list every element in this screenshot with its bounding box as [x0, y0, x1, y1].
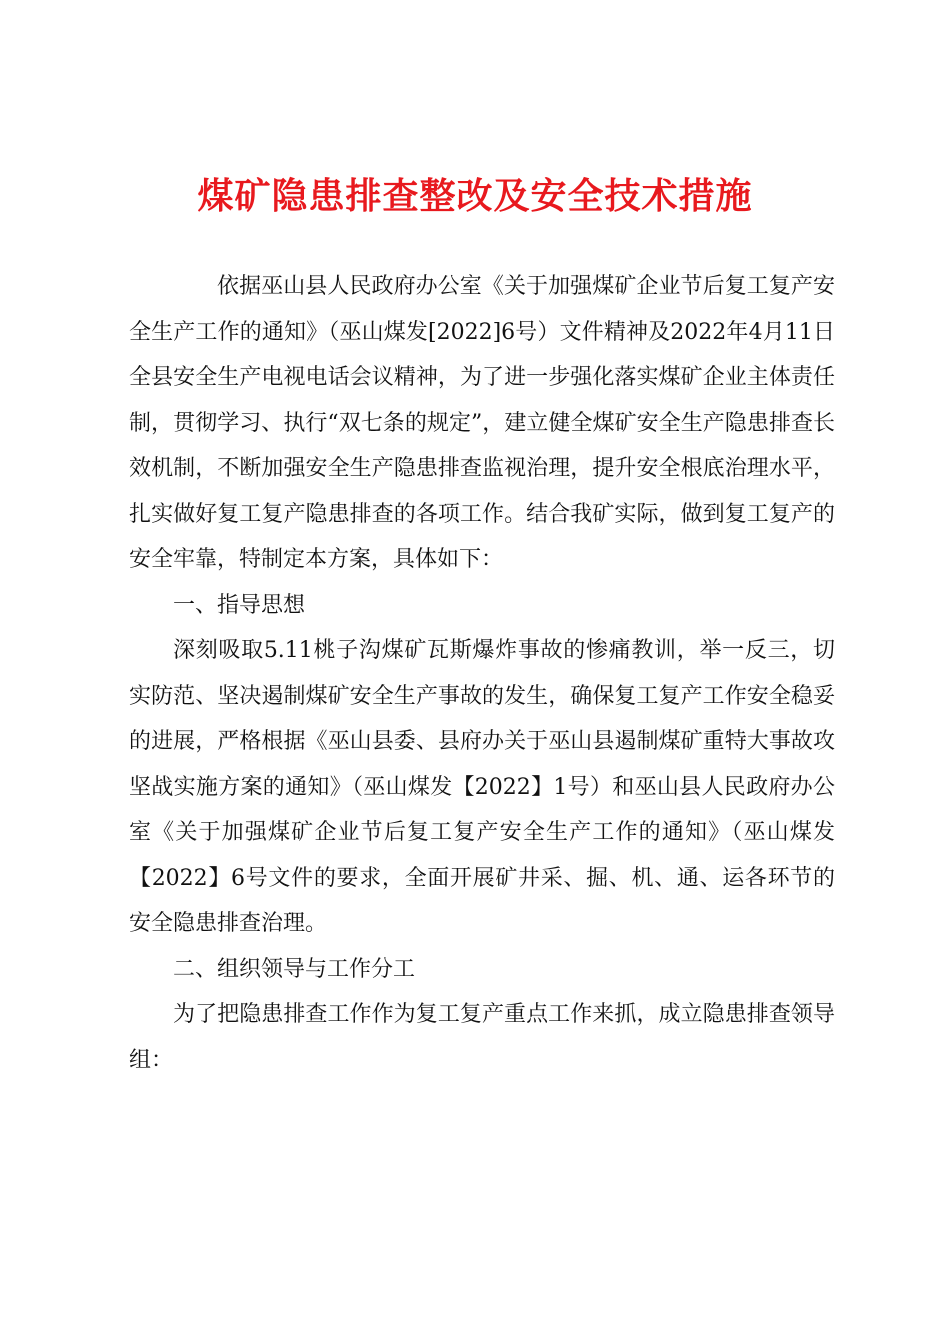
document-title: 煤矿隐患排查整改及安全技术措施 — [197, 175, 753, 217]
document-body — [129, 264, 835, 1083]
section-heading-organization: 二、组织领导与工作分工 — [173, 956, 416, 982]
intro-paragraph: 依据巫山县人民政府办公室《关于加强煤矿企业节后复工复产安全生产工作的通知》（巫山煤发[2022]6号）文件精神及2022年4月11日全县安全生产电视电话会议精神，为了进一步强化落实煤矿企业主体责任制，贯彻学习、执行“双七条的规定”，建立健全煤矿安全生产隐患排查长效机制，不断加强安全生产隐患排查监视治理，提升安全根底治理水平，扎实做好复工复产隐患排查的各项工作。结合我矿实际，做到复工复产的安全牢靠，特制定本方案，具体如下： — [129, 274, 835, 572]
section-heading-guiding-ideology: 一、指导思想 — [173, 592, 306, 618]
guiding-ideology-paragraph: 深刻吸取5.11桃子沟煤矿瓦斯爆炸事故的惨痛教训，举一反三，切实防范、坚决遏制煤矿安全生产事故的发生，确保复工复产工作安全稳妥的进展，严格根据《巫山县委、县府办关于巫山县遏制煤矿重特大事故攻坚战实施方案的通知》（巫山煤发【2022】1号）和巫山县人民政府办公室《关于加强煤矿企业节后复工复产安全生产工作的通知》（巫山煤发【2022】6号文件的要求，全面开展矿井采、掘、机、通、运各环节的安全隐患排查治理。 — [129, 638, 835, 936]
organization-paragraph: 为了把隐患排查工作作为复工复产重点工作来抓，成立隐患排查领导组： — [129, 1002, 835, 1073]
